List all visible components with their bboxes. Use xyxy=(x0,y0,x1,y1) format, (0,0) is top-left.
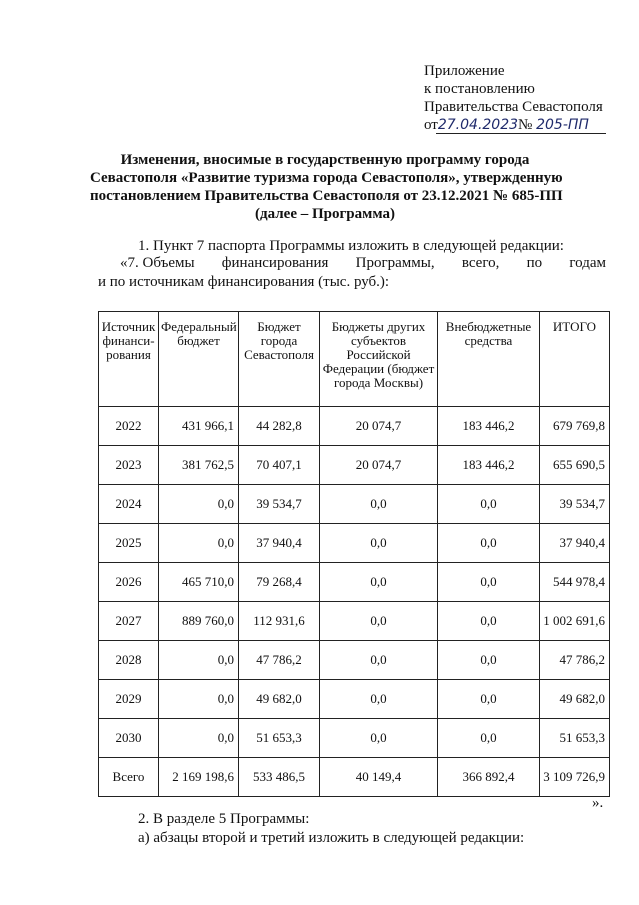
cell-total: 39 534,7 xyxy=(540,485,610,524)
table-row xyxy=(99,719,610,758)
p2-word: финансирования xyxy=(221,255,329,271)
cell-city: 47 786,2 xyxy=(239,641,320,680)
ref-number-sign: № xyxy=(518,117,533,133)
header-federal: Федеральный бюджет xyxy=(159,312,239,407)
cell-city: 39 534,7 xyxy=(239,485,320,524)
cell-extra: 366 892,4 xyxy=(438,758,540,797)
cell-federal: 465 710,0 xyxy=(159,563,239,602)
paragraph-2-line-2: и по источникам финансирования (тыс. руб.): xyxy=(98,274,390,290)
cell-total: 3 109 726,9 xyxy=(540,758,610,797)
cell-city: 37 940,4 xyxy=(239,524,320,563)
cell-year: 2030 xyxy=(99,719,159,758)
document-title xyxy=(90,151,563,223)
title-line-1: Изменения, вносимые в государственную программу города xyxy=(120,152,530,168)
ref-number: 205-ПП xyxy=(536,117,589,133)
cell-other: 20 074,7 xyxy=(320,446,438,485)
ref-underline xyxy=(436,133,606,134)
paragraph-2-line-1 xyxy=(120,255,606,272)
cell-other: 0,0 xyxy=(320,680,438,719)
cell-city: 49 682,0 xyxy=(239,680,320,719)
p2-word: всего, xyxy=(461,255,500,271)
cell-extra: 0,0 xyxy=(438,485,540,524)
cell-city: 533 486,5 xyxy=(239,758,320,797)
table-row-total xyxy=(99,758,610,797)
closing-quote: ». xyxy=(592,795,604,811)
header-source: Источник финанси-рования xyxy=(99,312,159,407)
cell-year: 2022 xyxy=(99,407,159,446)
cell-other: 40 149,4 xyxy=(320,758,438,797)
cell-city: 51 653,3 xyxy=(239,719,320,758)
cell-federal: 889 760,0 xyxy=(159,602,239,641)
table-row xyxy=(99,641,610,680)
p2-word: «7. Объемы xyxy=(120,255,195,271)
cell-year: 2026 xyxy=(99,563,159,602)
cell-other: 0,0 xyxy=(320,602,438,641)
table-row xyxy=(99,563,610,602)
cell-total: 47 786,2 xyxy=(540,641,610,680)
paragraph-4: а) абзацы второй и третий изложить в следующей редакции: xyxy=(138,830,525,846)
p2-word: по xyxy=(526,255,543,271)
ref-prefix: от xyxy=(424,117,438,133)
cell-total: 49 682,0 xyxy=(540,680,610,719)
title-line-3: постановлением Правительства Севастополя от 23.12.2021 № 685-ПП xyxy=(90,188,563,204)
cell-extra: 0,0 xyxy=(438,602,540,641)
table-row xyxy=(99,524,610,563)
cell-total: 51 653,3 xyxy=(540,719,610,758)
table-row xyxy=(99,680,610,719)
p2-word: годам xyxy=(569,255,606,271)
cell-extra: 183 446,2 xyxy=(438,407,540,446)
appendix-line-1: Приложение xyxy=(424,63,505,79)
cell-total: 1 002 691,6 xyxy=(540,602,610,641)
cell-extra: 0,0 xyxy=(438,680,540,719)
appendix-block xyxy=(424,62,603,134)
cell-other: 20 074,7 xyxy=(320,407,438,446)
cell-federal: 0,0 xyxy=(159,641,239,680)
appendix-line-2: к постановлению xyxy=(424,81,535,97)
cell-total: 679 769,8 xyxy=(540,407,610,446)
cell-extra: 0,0 xyxy=(438,719,540,758)
cell-extra: 0,0 xyxy=(438,641,540,680)
cell-year: 2028 xyxy=(99,641,159,680)
cell-year: 2029 xyxy=(99,680,159,719)
title-line-4: (далее – Программа) xyxy=(255,206,395,222)
cell-extra: 0,0 xyxy=(438,563,540,602)
cell-federal: 2 169 198,6 xyxy=(159,758,239,797)
cell-city: 70 407,1 xyxy=(239,446,320,485)
cell-federal: 0,0 xyxy=(159,524,239,563)
table-header-row xyxy=(99,312,610,407)
cell-total: 544 978,4 xyxy=(540,563,610,602)
cell-other: 0,0 xyxy=(320,485,438,524)
cell-extra: 0,0 xyxy=(438,524,540,563)
cell-year: Всего xyxy=(99,758,159,797)
cell-total: 655 690,5 xyxy=(540,446,610,485)
header-total: ИТОГО xyxy=(540,312,610,407)
cell-federal: 431 966,1 xyxy=(159,407,239,446)
table-row xyxy=(99,446,610,485)
paragraph-1: 1. Пункт 7 паспорта Программы изложить в следующей редакции: xyxy=(138,238,564,254)
cell-other: 0,0 xyxy=(320,719,438,758)
header-city-budget: Бюджет города Севастополя xyxy=(239,312,320,407)
cell-year: 2025 xyxy=(99,524,159,563)
cell-other: 0,0 xyxy=(320,524,438,563)
cell-federal: 0,0 xyxy=(159,680,239,719)
cell-federal: 381 762,5 xyxy=(159,446,239,485)
cell-year: 2023 xyxy=(99,446,159,485)
table-row xyxy=(99,407,610,446)
cell-federal: 0,0 xyxy=(159,719,239,758)
appendix-line-3: Правительства Севастополя xyxy=(424,99,603,115)
ref-date: 27.04.2023 xyxy=(437,117,519,133)
table-row xyxy=(99,485,610,524)
cell-federal: 0,0 xyxy=(159,485,239,524)
appendix-reference xyxy=(424,116,603,134)
paragraph-3: 2. В разделе 5 Программы: xyxy=(138,811,310,827)
cell-year: 2027 xyxy=(99,602,159,641)
cell-total: 37 940,4 xyxy=(540,524,610,563)
p2-word: Программы, xyxy=(355,255,435,271)
cell-other: 0,0 xyxy=(320,641,438,680)
cell-extra: 183 446,2 xyxy=(438,446,540,485)
financing-table xyxy=(98,311,610,797)
cell-city: 44 282,8 xyxy=(239,407,320,446)
cell-year: 2024 xyxy=(99,485,159,524)
header-extrabudgetary: Внебюджетные средства xyxy=(438,312,540,407)
title-line-2: Севастополя «Развитие туризма города Севастополя», утвержденную xyxy=(90,170,563,186)
table-row xyxy=(99,602,610,641)
cell-other: 0,0 xyxy=(320,563,438,602)
cell-city: 112 931,6 xyxy=(239,602,320,641)
header-other-regions: Бюджеты других субъектов Российской Федерации (бюджет города Москвы) xyxy=(320,312,438,407)
cell-city: 79 268,4 xyxy=(239,563,320,602)
